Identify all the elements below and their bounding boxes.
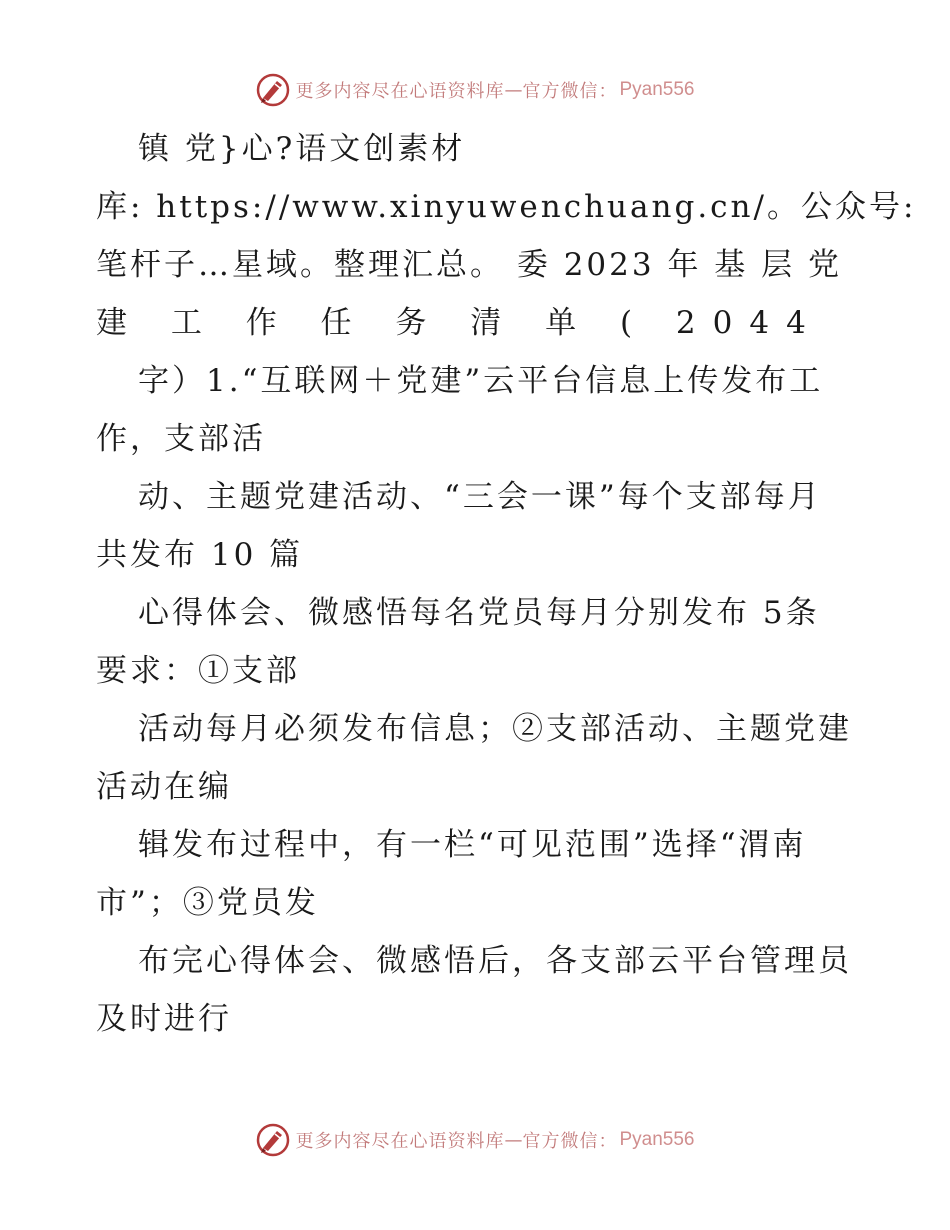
watermark-text: 更多内容尽在心语资料库 xyxy=(295,81,505,102)
watermark-wechat-id: Pyan556 xyxy=(619,79,695,100)
text-line: 市”；③党员发 xyxy=(96,885,319,921)
text-line: 活动在编 xyxy=(96,769,232,805)
text-line: 布完心得体会、微感悟后，各支部云平台管理员 xyxy=(138,943,852,979)
text-line: 字）1.“互联网＋党建”云平台信息上传发布工 xyxy=(138,363,824,399)
text-line: 心得体会、微感悟每名党员每月分别发布 5条 xyxy=(138,595,820,631)
text-line: 作，支部活 xyxy=(96,421,266,457)
watermark-wechat-label: 官方微信： xyxy=(522,1131,618,1152)
watermark-wechat-label: 官方微信： xyxy=(522,81,618,102)
watermark-separator: — xyxy=(504,1129,523,1151)
text-line: 动、主题党建活动、“三会一课”每个支部每月 xyxy=(138,479,822,515)
document-body xyxy=(96,120,917,1048)
text-line: 要求：①支部 xyxy=(96,653,300,689)
text-line: 笔杆子…星域。整理汇总。 委 2023 年 基 层 党 xyxy=(96,247,843,283)
footer-watermark xyxy=(0,1120,950,1160)
header-watermark xyxy=(0,70,950,110)
text-line: 库: https://www.xinyuwenchuang.cn/。公众号: xyxy=(96,189,917,225)
text-line: 镇 党}心?语文创素材 xyxy=(138,131,466,167)
text-line: 辑发布过程中，有一栏“可见范围”选择“渭南 xyxy=(138,827,807,863)
watermark-separator: — xyxy=(504,79,523,101)
text-line: 及时进行 xyxy=(96,1001,232,1037)
text-line: 共发布 10 篇 xyxy=(96,537,304,573)
text-line: 建 工 作 任 务 清 单 ( 2044 xyxy=(96,305,823,341)
pen-logo-icon xyxy=(255,1122,291,1158)
watermark-wechat-id: Pyan556 xyxy=(619,1129,695,1150)
watermark-text: 更多内容尽在心语资料库 xyxy=(295,1131,505,1152)
text-line: 活动每月必须发布信息；②支部活动、主题党建 xyxy=(138,711,852,747)
pen-logo-icon xyxy=(255,72,291,108)
